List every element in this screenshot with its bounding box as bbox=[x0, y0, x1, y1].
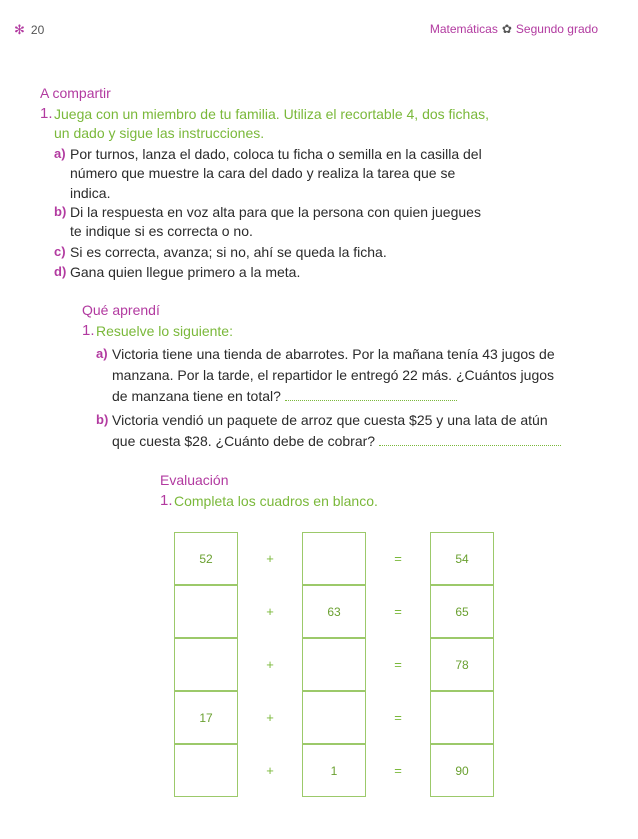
section-title-evaluacion: Evaluación bbox=[160, 472, 229, 488]
section-title-compartir: A compartir bbox=[40, 85, 111, 101]
sum-cell[interactable]: 78 bbox=[430, 638, 494, 691]
plus-sign: + bbox=[266, 604, 274, 619]
section-title-aprendi: Qué aprendí bbox=[82, 302, 160, 318]
sum-cell[interactable]: 90 bbox=[430, 744, 494, 797]
addend-a-cell[interactable] bbox=[174, 638, 238, 691]
header-left bbox=[14, 22, 44, 38]
addend-b-cell[interactable] bbox=[302, 532, 366, 585]
item-label-b: b) bbox=[54, 204, 67, 219]
question-text: de manzana tiene en total? bbox=[112, 388, 281, 404]
instruction-line: un dado y sigue las instrucciones. bbox=[54, 125, 265, 141]
sum-cell[interactable] bbox=[430, 691, 494, 744]
equals-sign: = bbox=[394, 710, 402, 725]
plus-sign: + bbox=[266, 763, 274, 778]
text-line: te indique si es correcta o no. bbox=[70, 223, 253, 239]
item-number: 1. bbox=[82, 322, 95, 339]
item-label-c: c) bbox=[54, 244, 66, 259]
instruction-line: Juega con un miembro de tu familia. Utiliza el recortable 4, dos fichas, bbox=[54, 106, 489, 122]
page-number: 20 bbox=[30, 23, 45, 37]
addend-a-cell[interactable]: 52 bbox=[174, 532, 238, 585]
equals-sign: = bbox=[394, 763, 402, 778]
text-line: Si es correcta, avanza; si no, ahí se queda la ficha. bbox=[70, 244, 387, 260]
addend-b-cell[interactable] bbox=[302, 638, 366, 691]
addend-a-cell[interactable] bbox=[174, 585, 238, 638]
text-line: indica. bbox=[70, 185, 111, 201]
instruction-line: Resuelve lo siguiente: bbox=[96, 323, 233, 339]
item-label-d: d) bbox=[54, 264, 67, 279]
text-line bbox=[112, 432, 561, 452]
text-line bbox=[112, 387, 457, 407]
item-number: 1. bbox=[40, 105, 53, 122]
addend-b-cell[interactable] bbox=[302, 691, 366, 744]
item-label-b: b) bbox=[96, 412, 109, 427]
text-line: Victoria vendió un paquete de arroz que cuesta $25 y una lata de atún bbox=[112, 412, 548, 428]
text-line: número que muestre la cara del dado y realiza la tarea que se bbox=[70, 165, 456, 181]
subject-label: Matemáticas bbox=[429, 22, 498, 36]
answer-line-b[interactable] bbox=[379, 433, 561, 446]
text-line: manzana. Por la tarde, el repartidor le entregó 22 más. ¿Cuántos jugos bbox=[112, 367, 555, 383]
text-line: Gana quien llegue primero a la meta. bbox=[70, 264, 301, 280]
text-line: Victoria tiene una tienda de abarrotes. Por la mañana tenía 43 jugos de bbox=[112, 346, 555, 362]
page-header bbox=[14, 22, 598, 40]
addend-a-cell[interactable]: 17 bbox=[174, 691, 238, 744]
asterisk-icon: ✻ bbox=[14, 22, 25, 37]
addend-a-cell[interactable] bbox=[174, 744, 238, 797]
sum-cell[interactable]: 54 bbox=[430, 532, 494, 585]
question-text: que cuesta $28. ¿Cuánto debe de cobrar? bbox=[112, 433, 376, 449]
addend-b-cell[interactable]: 63 bbox=[302, 585, 366, 638]
instruction-line: Completa los cuadros en blanco. bbox=[174, 493, 378, 509]
item-label-a: a) bbox=[54, 146, 66, 161]
item-label-a: a) bbox=[96, 346, 108, 361]
equals-sign: = bbox=[394, 551, 402, 566]
sum-cell[interactable]: 65 bbox=[430, 585, 494, 638]
header-right bbox=[430, 22, 598, 36]
plus-sign: + bbox=[266, 657, 274, 672]
item-number: 1. bbox=[160, 492, 173, 509]
addend-b-cell[interactable]: 1 bbox=[302, 744, 366, 797]
equals-sign: = bbox=[394, 604, 402, 619]
answer-line-a[interactable] bbox=[285, 388, 457, 401]
equals-sign: = bbox=[394, 657, 402, 672]
flower-icon: ✿ bbox=[501, 22, 512, 36]
text-line: Di la respuesta en voz alta para que la persona con quien juegues bbox=[70, 204, 481, 220]
grade-label: Segundo grado bbox=[515, 22, 598, 36]
text-line: Por turnos, lanza el dado, coloca tu ficha o semilla en la casilla del bbox=[70, 146, 482, 162]
plus-sign: + bbox=[266, 551, 274, 566]
plus-sign: + bbox=[266, 710, 274, 725]
